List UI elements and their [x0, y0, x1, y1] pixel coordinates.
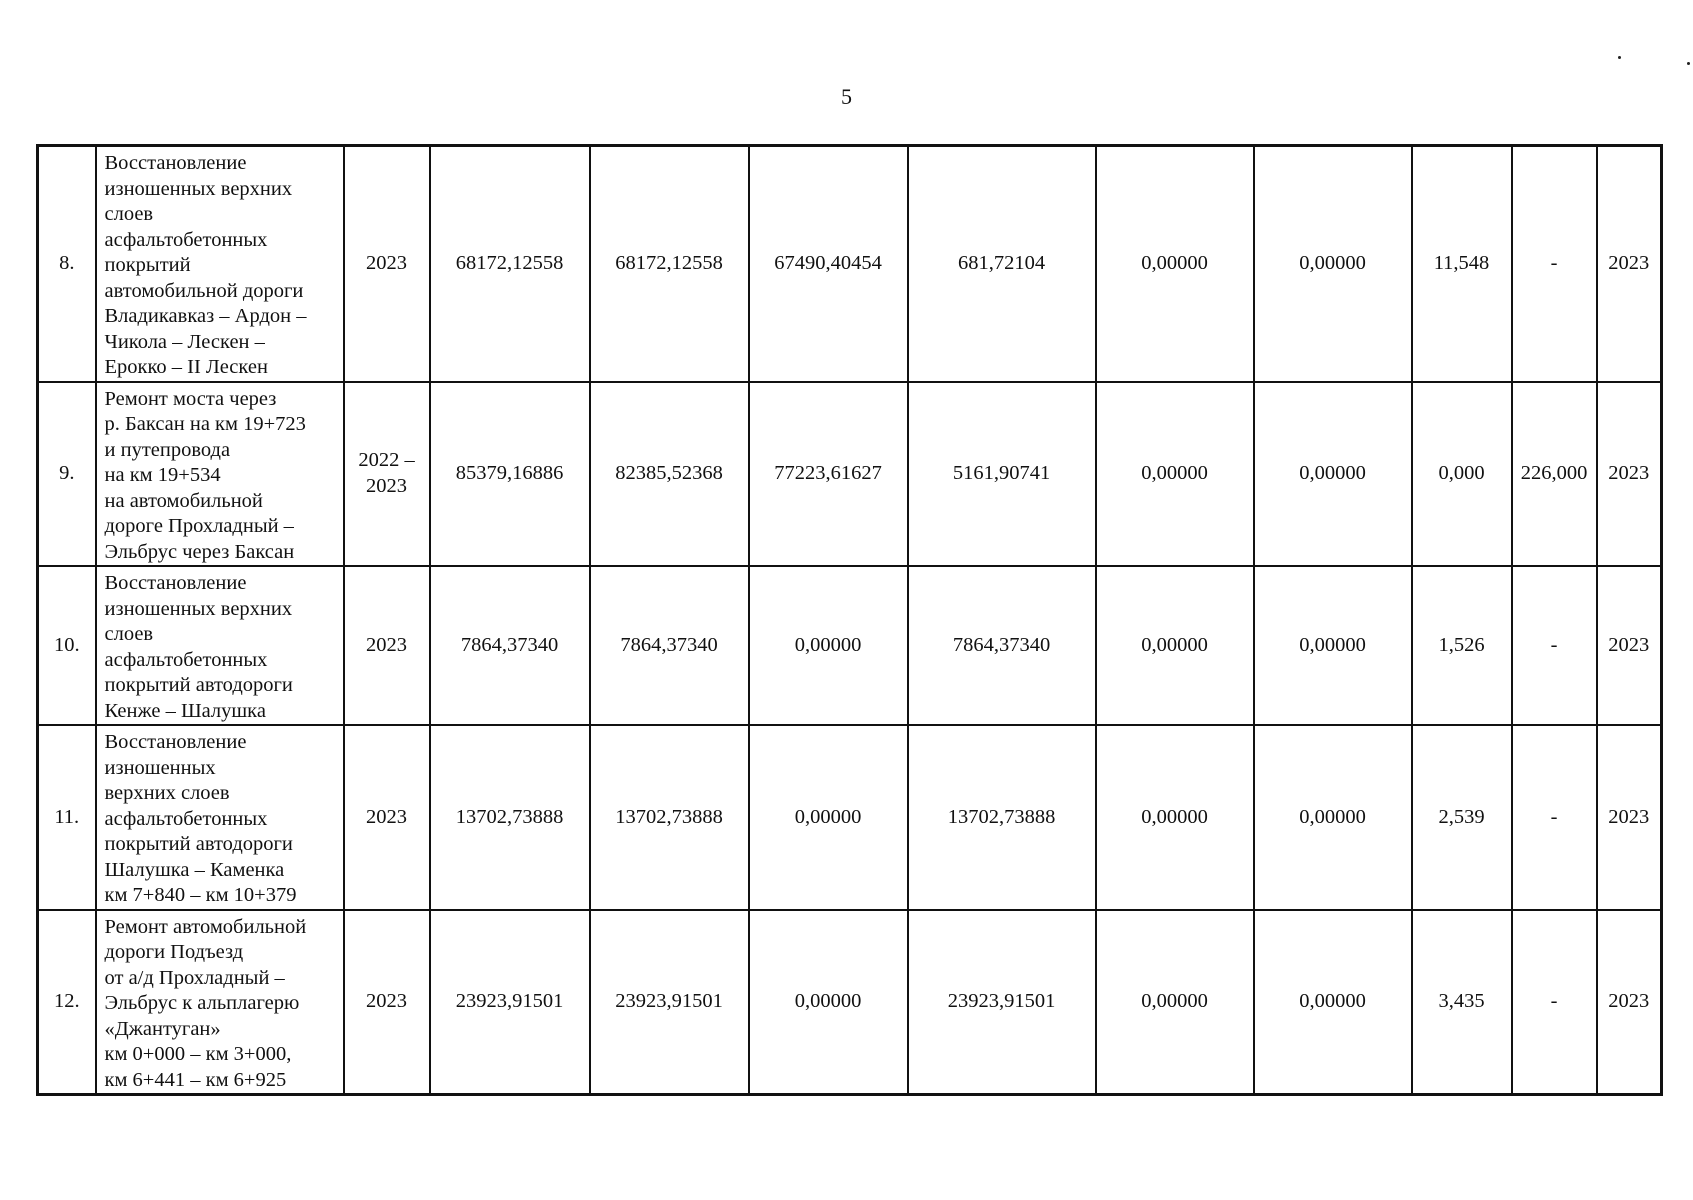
cost-value: 0,00000 [749, 725, 908, 910]
cost-value: 0,00000 [749, 566, 908, 725]
length-m: - [1512, 725, 1597, 910]
cost-value: 681,72104 [908, 146, 1096, 382]
length-km: 2,539 [1412, 725, 1512, 910]
completion-year: 2023 [1597, 910, 1662, 1095]
scan-mark [1687, 62, 1690, 65]
object-name: Восстановление изношенных верхних слоев асфальтобетонных покрытий автодороги Шалушка – Каменка км 7+840 – км 10+379 [96, 725, 344, 910]
cost-value: 67490,40454 [749, 146, 908, 382]
completion-year: 2023 [1597, 146, 1662, 382]
cost-value: 7864,37340 [908, 566, 1096, 725]
length-km: 11,548 [1412, 146, 1512, 382]
row-number: 12. [38, 910, 96, 1095]
cost-value: 0,00000 [1254, 382, 1412, 567]
length-m: - [1512, 146, 1597, 382]
object-name: Восстановление изношенных верхних слоев асфальтобетонных покрытий автодороги Кенже – Шалушка [96, 566, 344, 725]
completion-year: 2023 [1597, 566, 1662, 725]
cost-value: 0,00000 [1254, 725, 1412, 910]
length-km: 1,526 [1412, 566, 1512, 725]
cost-value: 0,00000 [1096, 566, 1254, 725]
page-number: 5 [841, 84, 852, 109]
row-number: 10. [38, 566, 96, 725]
cost-value: 13702,73888 [590, 725, 749, 910]
table-row [38, 910, 1662, 1095]
object-name: Ремонт моста через р. Баксан на км 19+723 и путепровода на км 19+534 на автомобильной дороге Прохладный – Эльбрус через Баксан [96, 382, 344, 567]
cost-value: 82385,52368 [590, 382, 749, 567]
work-period: 2023 [344, 146, 430, 382]
work-period: 2023 [344, 910, 430, 1095]
cost-value: 0,00000 [1254, 566, 1412, 725]
cost-value: 0,00000 [1254, 146, 1412, 382]
table-row [38, 566, 1662, 725]
cost-value: 0,00000 [1096, 725, 1254, 910]
total-cost: 7864,37340 [430, 566, 590, 725]
cost-value: 68172,12558 [590, 146, 749, 382]
length-km: 0,000 [1412, 382, 1512, 567]
work-period: 2023 [344, 566, 430, 725]
length-m: - [1512, 566, 1597, 725]
total-cost: 85379,16886 [430, 382, 590, 567]
cost-value: 0,00000 [749, 910, 908, 1095]
total-cost: 23923,91501 [430, 910, 590, 1095]
object-name: Восстановление изношенных верхних слоев асфальтобетонных покрытий автомобильной дороги Владикавказ – Ардон – Чикола – Лескен – Ерокко – II Лескен [96, 146, 344, 382]
row-number: 9. [38, 382, 96, 567]
table-row [38, 725, 1662, 910]
length-m: - [1512, 910, 1597, 1095]
length-m: 226,000 [1512, 382, 1597, 567]
cost-value: 0,00000 [1096, 146, 1254, 382]
row-number: 11. [38, 725, 96, 910]
total-cost: 13702,73888 [430, 725, 590, 910]
cost-value: 13702,73888 [908, 725, 1096, 910]
table-row [38, 382, 1662, 567]
work-period: 2022 – 2023 [344, 382, 430, 567]
road-works-table [36, 144, 1663, 1096]
total-cost: 68172,12558 [430, 146, 590, 382]
cost-value: 0,00000 [1254, 910, 1412, 1095]
cost-value: 77223,61627 [749, 382, 908, 567]
cost-value: 5161,90741 [908, 382, 1096, 567]
cost-value: 7864,37340 [590, 566, 749, 725]
cost-value: 23923,91501 [590, 910, 749, 1095]
length-km: 3,435 [1412, 910, 1512, 1095]
work-period: 2023 [344, 725, 430, 910]
table-row [38, 146, 1662, 382]
cost-value: 23923,91501 [908, 910, 1096, 1095]
cost-value: 0,00000 [1096, 382, 1254, 567]
scan-mark [1618, 56, 1621, 59]
object-name: Ремонт автомобильной дороги Подъезд от а/д Прохладный – Эльбрус к альплагерю «Джантуган» км 0+000 – км 3+000, км 6+441 – км 6+925 [96, 910, 344, 1095]
row-number: 8. [38, 146, 96, 382]
cost-value: 0,00000 [1096, 910, 1254, 1095]
completion-year: 2023 [1597, 725, 1662, 910]
completion-year: 2023 [1597, 382, 1662, 567]
